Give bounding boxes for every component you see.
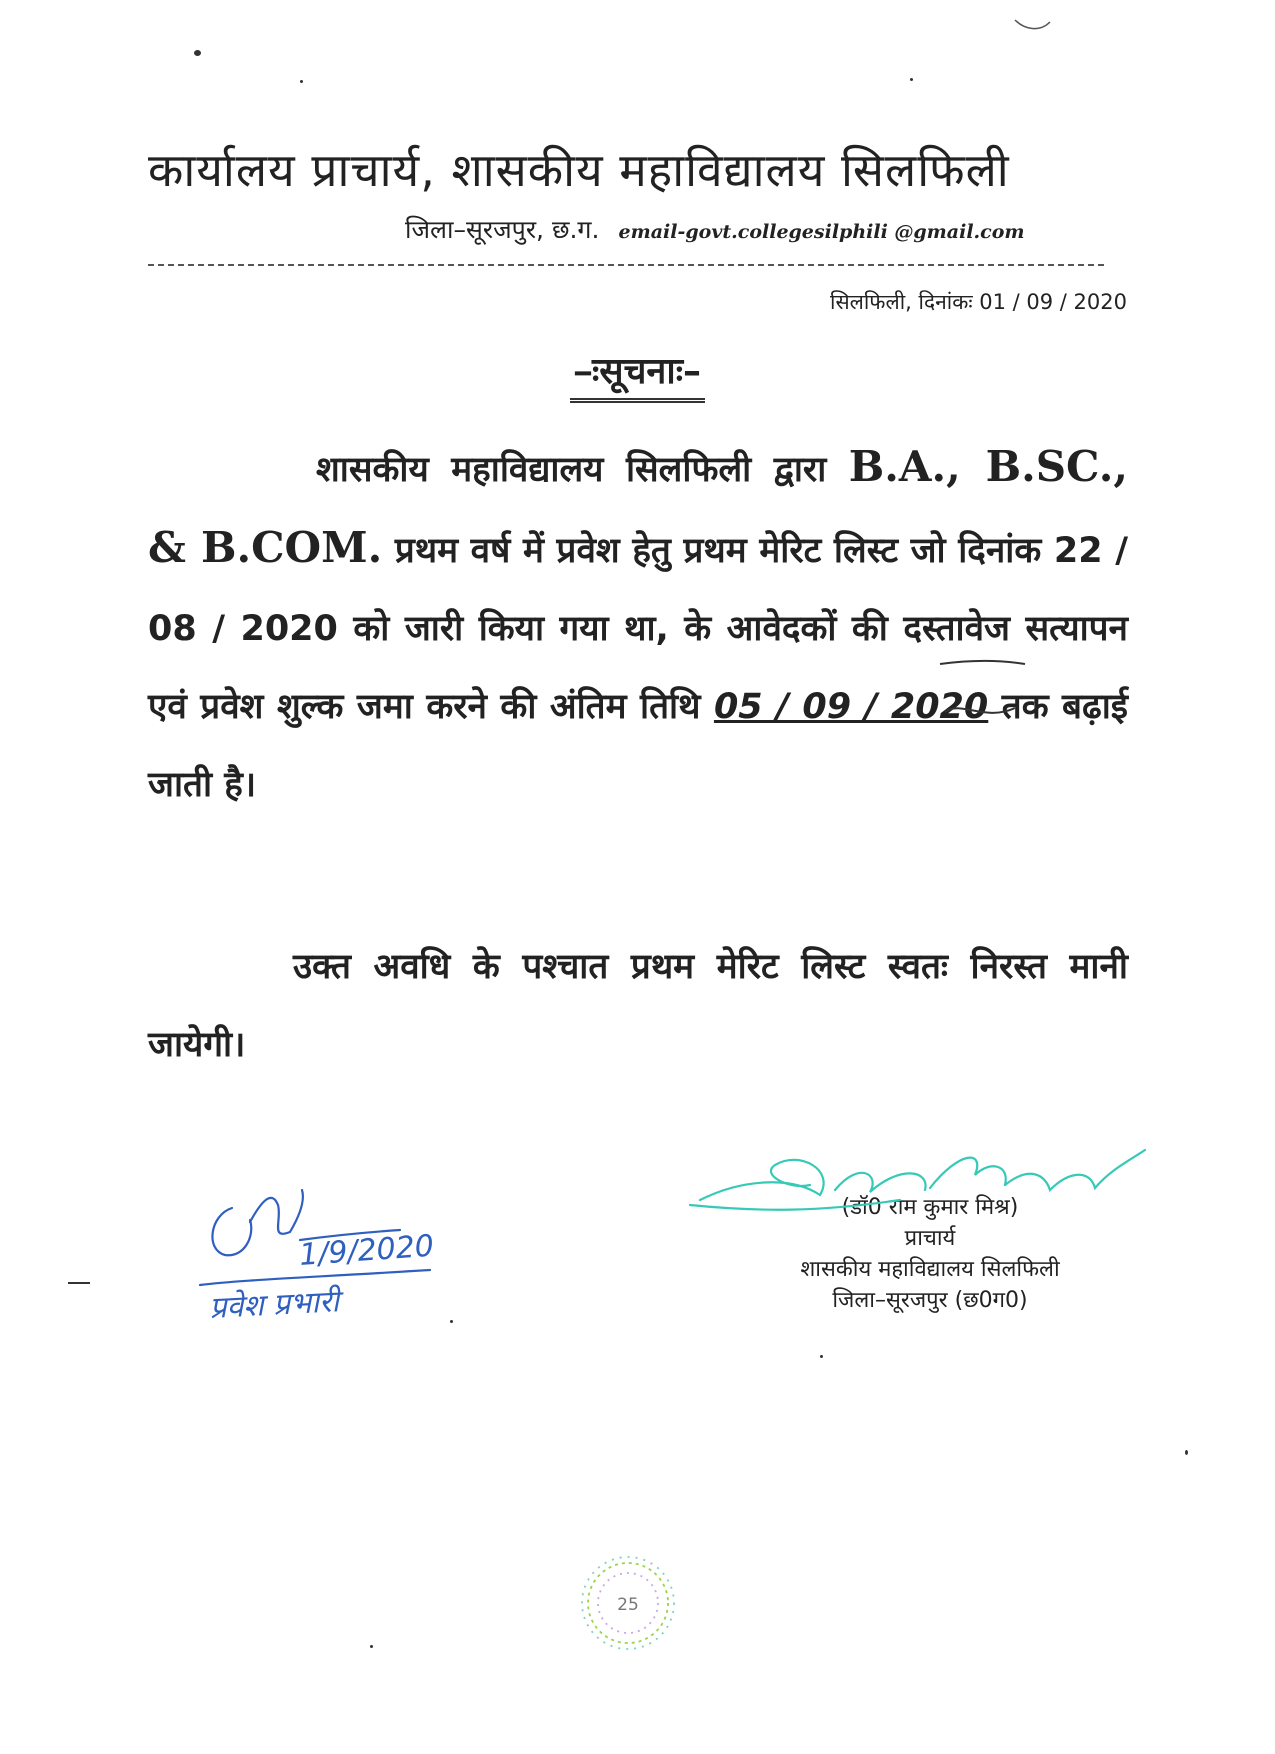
signatory-institution: शासकीय महाविद्यालय सिलफिली [800, 1257, 1060, 1282]
para1-text-a: शासकीय महाविद्यालय सिलफिली द्वारा [316, 450, 849, 490]
header-email: email-govt.collegesilphili @gmail.com [618, 221, 1025, 243]
signatory-district: जिला–सूरजपुर (छ0ग0) [832, 1288, 1028, 1313]
scan-speck [68, 1282, 90, 1284]
signature-block [740, 1192, 1120, 1316]
header-district: जिला–सूरजपुर, छ.ग. [405, 215, 600, 244]
scan-speck [820, 1355, 823, 1358]
scan-speck [370, 1645, 373, 1648]
page-number: 25 [617, 1595, 639, 1615]
signatory-designation: प्राचार्य [904, 1226, 956, 1251]
para1-deadline: 05 / 09 / 2020 [713, 687, 989, 727]
header-divider [148, 264, 1104, 266]
scan-speck [300, 80, 303, 83]
corner-pen-mark [1015, 20, 1050, 29]
header-subline [405, 212, 1025, 246]
scan-speck [1185, 1450, 1188, 1455]
notice-heading-wrap [0, 345, 1275, 403]
place-date: सिलफिली, दिनांकः 01 / 09 / 2020 [830, 290, 1127, 314]
incharge-signature [200, 1190, 430, 1285]
para1-text-c: तक बढ़ाई जाती है। [148, 687, 1128, 805]
incharge-date: 1/9/2020 [298, 1228, 435, 1273]
incharge-role: प्रवेश प्रभारी [208, 1284, 340, 1326]
para1-text-b: प्रथम वर्ष में प्रवेश हेतु प्रथम मेरिट लिस्ट जो दिनांक 22 / 08 / 2020 को जारी किया गया था, के आवेदकों की दस्तावेज सत्यापन एवं प्रवेश शुल्क जमा करने की अंतिम तिथि [148, 531, 1128, 727]
notice-paragraph-2: उक्त अवधि के पश्चात प्रथम मेरिट लिस्ट स्वतः निरस्त मानी जायेगी। [148, 947, 1128, 1065]
page-stamp-icon [582, 1557, 674, 1649]
notice-heading: –ःसूचनाः– [570, 345, 705, 403]
scan-speck [194, 50, 201, 56]
office-title: कार्यालय प्राचार्य, शासकीय महाविद्यालय सिलफिली [148, 143, 1010, 197]
scan-speck [910, 78, 913, 81]
signatory-name: (डॉ0 राम कुमार मिश्र) [841, 1195, 1019, 1220]
notice-paragraph-1 [148, 428, 1128, 824]
scan-speck [450, 1320, 453, 1323]
para1-courses: B.A., B.SC., & B.COM. [148, 442, 1128, 572]
